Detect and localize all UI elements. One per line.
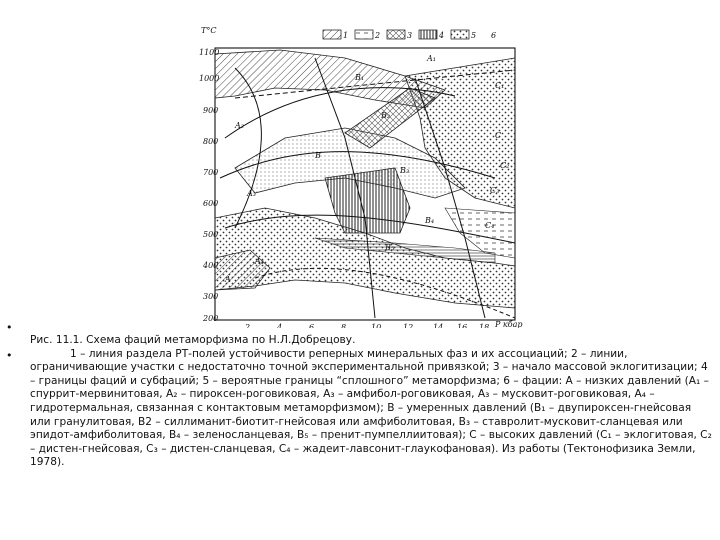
legend-swatch-2: [355, 30, 373, 39]
y-tick-label: 300: [203, 292, 219, 301]
legend: [323, 30, 496, 40]
legend-swatch-4: [419, 30, 437, 39]
legend-label-6: 6: [491, 31, 497, 40]
y-tick-label: 900: [203, 106, 219, 115]
region-label: C₃: [490, 186, 500, 195]
y-tick-label: 400: [203, 261, 219, 270]
region-label: A₄: [255, 257, 264, 266]
y-tick-label: 1000: [199, 74, 220, 83]
legend-label-2: 2: [375, 31, 381, 40]
y-axis-label: T°C: [201, 26, 217, 35]
y-tick-label: 200: [203, 314, 219, 323]
x-axis: [244, 320, 522, 328]
list-bullet: •: [6, 349, 13, 362]
region-label: B₅: [385, 243, 395, 252]
region-label: C: [495, 131, 502, 140]
region-b3-vertical: [325, 168, 410, 233]
x-tick-label: 12: [403, 323, 414, 328]
x-tick-label: 10: [371, 323, 382, 328]
y-tick-label: 800: [203, 137, 219, 146]
x-tick-label: 18: [479, 323, 490, 328]
region-label: C₁: [495, 81, 505, 90]
region-label: C₄: [485, 221, 495, 230]
region-label: A: [225, 275, 231, 284]
legend-label-1: 1: [343, 31, 349, 40]
x-tick-label: 14: [433, 323, 444, 328]
list-bullet: •: [6, 321, 13, 334]
region-label: C₂: [500, 161, 510, 170]
region-label: B: [315, 151, 321, 160]
legend-label-4: 4: [439, 31, 445, 40]
y-tick-label: 500: [203, 230, 219, 239]
region-label: B₁: [355, 73, 365, 82]
figure-caption: [30, 334, 712, 470]
legend-swatch-1: [323, 30, 341, 39]
legend-label-3: 3: [407, 31, 413, 40]
region-label: A₂: [235, 121, 244, 130]
y-tick-label: 1100: [199, 48, 220, 57]
metamorphic-facies-diagram: [195, 18, 540, 328]
region-label: B₃: [400, 166, 410, 175]
region-label: B₄: [425, 216, 435, 225]
caption-title: Рис. 11.1. Схема фаций метаморфизма по Н.Л.Добрецову.: [30, 334, 356, 346]
x-tick-label: 6: [309, 323, 315, 328]
legend-swatch-3: [387, 30, 405, 39]
region-label: A₃: [247, 189, 256, 198]
y-tick-label: 600: [203, 199, 219, 208]
x-tick-label: 2: [245, 323, 251, 328]
legend-swatch-5: [451, 30, 469, 39]
region-label: A₁: [427, 54, 436, 63]
x-tick-label: 8: [341, 323, 347, 328]
legend-label-5: 5: [471, 31, 477, 40]
x-tick-label: 4: [277, 323, 283, 328]
x-tick-label: 16: [457, 323, 468, 328]
x-axis-label: P кбар: [495, 320, 523, 328]
caption-description: 1 – линия раздела РТ-полей устойчивости реперных минеральных фаз и их ассоциаций; 2 – линии, ограничивающие участки с недостаточно точной экспериментальной привязкой; 3 – начало массовой эклогитизации; 4 – границы фаций и субфаций; 5 – вероятные границы “сплошного” метаморфизма; 6 – фации: А – низких давлений (А₁ – спуррит-мервинитовая, А₂ – пироксен-роговиковая, А₃ – амфибол-роговиковая, А₃ – мусковит-роговиковая, А₄ – гидротермальная, связанная с контактовым метаморфизмом); В – умеренных давлений (В₁ – двупироксен-гнейсовая или гранулитовая, В2 – силлиманит-биотит-гнейсовая или амфиболитовая, В₃ – ставролит-мусковит-сланцевая или эпидот-амфиболитовая, В₄ – зеленосланцевая, В₅ – пренит-пумпеллиитовая); С – высоких давлений (С₁ – эклогитовая, С₂ – дистен-гнейсовая, С₃ – дистен-сланцевая, С₄ – жадеит-лавсонит-глаукофановая). Из работы (Тектонофизика Земли, 1978).: [30, 347, 712, 469]
y-tick-label: 700: [203, 168, 219, 177]
region-label: B₂: [381, 111, 391, 120]
